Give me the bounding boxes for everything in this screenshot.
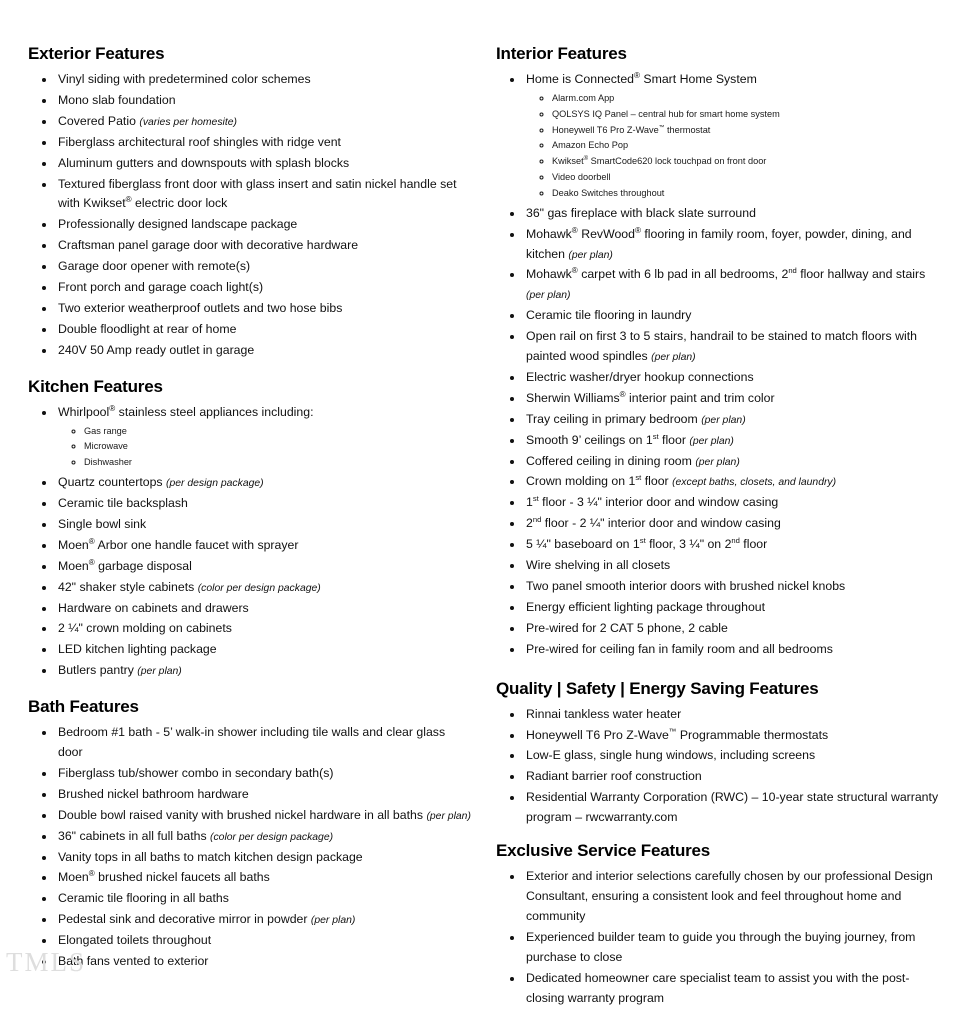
list-item-text: Open rail on first 3 to 5 stairs, handrail to be stained to match floors with painted wood spindles: [526, 329, 917, 364]
list-item-note: (per plan): [526, 290, 571, 302]
list-item-note: (per plan): [651, 352, 696, 364]
list-item-text: Butlers pantry: [58, 663, 134, 678]
list-item-text: Radiant barrier roof construction: [526, 769, 702, 784]
list-item-text: Electric washer/dryer hookup connections: [526, 369, 754, 384]
list-item: [56, 931, 472, 951]
list-item: [56, 70, 472, 90]
exclusive-service-list: [496, 867, 940, 1008]
list-item-text: 2 ¼" crown molding on cabinets: [58, 621, 232, 636]
list-item-note: (per design package): [166, 478, 264, 490]
section-title-quality-safety-energy: Quality | Safety | Energy Saving Features: [496, 678, 819, 698]
right-column: [496, 44, 940, 1013]
list-item-text: Home is Connected® Smart Home System: [526, 70, 757, 86]
list-item: [524, 969, 940, 1009]
list-item-text: Mohawk® carpet with 6 lb pad in all bedrooms, 2nd floor hallway and stairs: [526, 266, 926, 282]
list-item: [524, 726, 940, 746]
appliance-sublist: [58, 424, 472, 471]
list-item: [56, 557, 472, 577]
list-item: [56, 848, 472, 868]
list-item-text: 42" shaker style cabinets: [58, 579, 195, 594]
list-item: [56, 91, 472, 111]
list-item: [56, 827, 472, 847]
list-item-text: Craftsman panel garage door with decorative hardware: [58, 238, 359, 253]
list-item-note: (per plan): [568, 249, 613, 261]
list-item: [524, 598, 940, 618]
sub-list-item: ◦ Deako Switches throughout: [552, 186, 940, 202]
list-item: [56, 403, 472, 471]
list-item: [56, 278, 472, 298]
list-item-text: Two exterior weatherproof outlets and two hose bibs: [58, 300, 343, 315]
list-item: [524, 493, 940, 513]
list-item-text: Rinnai tankless water heater: [526, 706, 682, 721]
list-item-text: Vinyl siding with predetermined color schemes: [58, 72, 311, 86]
list-item: [56, 473, 472, 493]
list-item-text: LED kitchen lighting package: [58, 642, 217, 657]
list-item: [56, 154, 472, 174]
list-item-text: Mohawk® RevWood® flooring in family room, foyer, powder, dining, and kitchen: [526, 225, 912, 261]
section-title-bath-features: Bath Features: [28, 697, 139, 717]
list-item-text: Textured fiberglass front door with glass insert and satin nickel handle set with Kwikset® electric door lock: [58, 176, 457, 211]
list-item: [524, 410, 940, 430]
list-item: [56, 320, 472, 340]
list-item: [56, 515, 472, 535]
list-item: [56, 619, 472, 639]
list-item-text: Professionally designed landscape package: [58, 217, 298, 232]
list-item: [524, 619, 940, 639]
list-item: [56, 806, 472, 826]
list-item-text: Smooth 9’ ceilings on 1st floor: [526, 431, 686, 447]
list-item: [524, 70, 940, 202]
list-item-note: (per plan): [689, 435, 734, 447]
list-item: [524, 204, 940, 224]
list-item-text: Vanity tops in all baths to match kitchen design package: [58, 849, 363, 864]
list-item-text: Pre-wired for ceiling fan in family room and all bedrooms: [526, 641, 833, 656]
list-item-text: Sherwin Williams® interior paint and trim color: [526, 389, 775, 405]
list-item-text: Residential Warranty Corporation (RWC) – 10-year state structural warranty program – rwcwarranty.com: [526, 790, 939, 825]
smart-home-sublist: [526, 91, 940, 202]
list-item-text: Single bowl sink: [58, 516, 147, 531]
list-item-text: Wire shelving in all closets: [526, 558, 671, 573]
list-item-text: Moen® garbage disposal: [58, 557, 192, 573]
list-item: [56, 661, 472, 681]
list-item-text: Pedestal sink and decorative mirror in powder: [58, 912, 308, 927]
list-item-text: Quartz countertops: [58, 475, 163, 490]
list-item-note: (per plan): [137, 666, 182, 678]
list-item-text: Mono slab foundation: [58, 92, 176, 107]
list-item-text: Low-E glass, single hung windows, including screens: [526, 748, 816, 763]
list-item-text: Bath fans vented to exterior: [58, 954, 209, 969]
list-item-text: Crown molding on 1st floor: [526, 473, 669, 489]
list-item: [56, 112, 472, 132]
list-item: [524, 472, 940, 492]
list-item-text: Front porch and garage coach light(s): [58, 280, 264, 295]
list-item-text: Ceramic tile backsplash: [58, 495, 188, 510]
section-title-exterior-features: Exterior Features: [28, 44, 165, 63]
list-item: [524, 265, 940, 305]
list-item-text: 2nd floor - 2 ¼" interior door and window casing: [526, 515, 781, 531]
list-item: [56, 299, 472, 319]
quality-safety-energy-list: [496, 705, 940, 828]
sub-list-item: ◦ Kwikset® SmartCode620 lock touchpad on front door: [552, 154, 940, 170]
list-item: [56, 215, 472, 235]
list-item: [524, 514, 940, 534]
list-item: [524, 928, 940, 968]
list-item: [524, 867, 940, 927]
section-title-interior-features: Interior Features: [496, 44, 627, 63]
sub-list-item: ◦ Dishwasher: [84, 455, 472, 471]
list-item: [524, 368, 940, 388]
list-item-text: Tray ceiling in primary bedroom: [526, 411, 698, 426]
list-item-text: Experienced builder team to guide you through the buying journey, from purchase to close: [526, 929, 916, 964]
list-item: [524, 327, 940, 367]
list-item-note: (per plan): [701, 414, 746, 426]
tmls-logo: TMLS: [6, 947, 87, 977]
sub-list-item: ◦ Microwave: [84, 439, 472, 455]
list-item: [56, 868, 472, 888]
spacer: [496, 661, 940, 679]
list-item-text: 36" cabinets in all full baths: [58, 828, 207, 843]
list-item-note: (except baths, closets, and laundry): [672, 477, 837, 489]
list-item-text: Hardware on cabinets and drawers: [58, 600, 249, 615]
list-item-text: Fiberglass tub/shower combo in secondary bath(s): [58, 765, 334, 780]
kitchen-features-list: [28, 403, 472, 681]
list-item: [56, 599, 472, 619]
section-title-exclusive-service: Exclusive Service Features: [496, 841, 711, 861]
sub-list-item: ◦ Gas range: [84, 424, 472, 440]
list-item: [524, 577, 940, 597]
sub-list-item: ◦ Alarm.com App: [552, 91, 940, 107]
section-title-kitchen-features: Kitchen Features: [28, 376, 163, 396]
list-item: [524, 306, 940, 326]
list-item-text: Garage door opener with remote(s): [58, 259, 251, 274]
list-item: [524, 788, 940, 828]
list-item: [56, 494, 472, 514]
list-item-text: Pre-wired for 2 CAT 5 phone, 2 cable: [526, 620, 728, 635]
spacer: [496, 829, 940, 841]
list-item: [56, 910, 472, 930]
list-item-text: Moen® brushed nickel faucets all baths: [58, 869, 270, 885]
list-item-note: (per plan): [695, 456, 740, 468]
list-item: [56, 889, 472, 909]
list-item-text: Whirlpool® stainless steel appliances including:: [58, 403, 314, 419]
list-item: [56, 952, 472, 972]
list-item: [56, 175, 472, 215]
list-item-note: (per plan): [310, 915, 356, 927]
list-item: [56, 236, 472, 256]
list-item-text: Coffered ceiling in dining room: [526, 453, 692, 468]
list-item-text: 36" gas fireplace with black slate surround: [526, 205, 756, 220]
list-item-text: Elongated toilets throughout: [58, 933, 212, 948]
list-item: [524, 705, 940, 725]
bath-features-list: [28, 723, 472, 972]
list-item-text: Moen® Arbor one handle faucet with sprayer: [58, 536, 299, 552]
list-item: [524, 535, 940, 555]
list-item-text: Double floodlight at rear of home: [58, 321, 237, 336]
list-item-text: Ceramic tile flooring in all baths: [58, 891, 229, 906]
list-item: [524, 225, 940, 265]
list-item: [524, 431, 940, 451]
sub-list-item: ◦ Honeywell T6 Pro Z-Wave™ thermostat: [552, 123, 940, 139]
list-item-note: (color per design package): [197, 582, 321, 594]
list-item-text: Two panel smooth interior doors with brushed nickel knobs: [526, 579, 846, 594]
list-item: [524, 389, 940, 409]
list-item-text: Exterior and interior selections carefully chosen by our professional Design Consultant, ensuring a consistent look and feel throughout home and community: [526, 869, 933, 923]
list-item: [56, 257, 472, 277]
list-item: [524, 640, 940, 660]
list-item-text: Fiberglass architectural roof shingles with ridge vent: [58, 134, 341, 149]
list-item-text: Ceramic tile flooring in laundry: [526, 308, 692, 323]
list-item-text: 1st floor - 3 ¼" interior door and window casing: [526, 494, 779, 510]
list-item-text: Double bowl raised vanity with brushed nickel hardware in all baths: [58, 807, 424, 822]
list-item: [56, 133, 472, 153]
sub-list-item: ◦ Amazon Echo Pop: [552, 138, 940, 154]
list-item-text: 5 ¼" baseboard on 1st floor, 3 ¼" on 2nd floor: [526, 536, 768, 552]
list-item: [56, 785, 472, 805]
list-item-text: 240V 50 Amp ready outlet in garage: [58, 342, 255, 357]
list-item-text: Honeywell T6 Pro Z-Wave™ Programmable thermostats: [526, 726, 829, 742]
list-item-text: Brushed nickel bathroom hardware: [58, 786, 249, 801]
exterior-features-list: [28, 70, 472, 361]
list-item-text: Aluminum gutters and downspouts with splash blocks: [58, 155, 350, 170]
list-item-text: Dedicated homeowner care specialist team to assist you with the post-closing warranty program: [526, 970, 910, 1005]
list-item: [524, 452, 940, 472]
list-item: [56, 536, 472, 556]
list-item: [56, 723, 472, 763]
list-item: [56, 640, 472, 660]
list-item-note: (per plan): [426, 810, 471, 822]
sub-list-item: ◦ Video doorbell: [552, 170, 940, 186]
list-item: [56, 578, 472, 598]
list-item-note: (color per design package): [210, 831, 334, 843]
list-item-note: (varies per homesite): [139, 116, 237, 128]
list-item: [524, 556, 940, 576]
list-item-text: Energy efficient lighting package throughout: [526, 599, 766, 614]
left-column: [28, 44, 472, 1013]
interior-features-list: [496, 70, 940, 660]
sub-list-item: ◦ QOLSYS IQ Panel – central hub for smart home system: [552, 107, 940, 123]
list-item: [56, 341, 472, 361]
list-item-text: Covered Patio: [58, 113, 136, 128]
list-item: [56, 764, 472, 784]
list-item-text: Bedroom #1 bath - 5’ walk-in shower including tile walls and clear glass door: [58, 725, 446, 760]
list-item: [524, 767, 940, 787]
list-item: [524, 746, 940, 766]
